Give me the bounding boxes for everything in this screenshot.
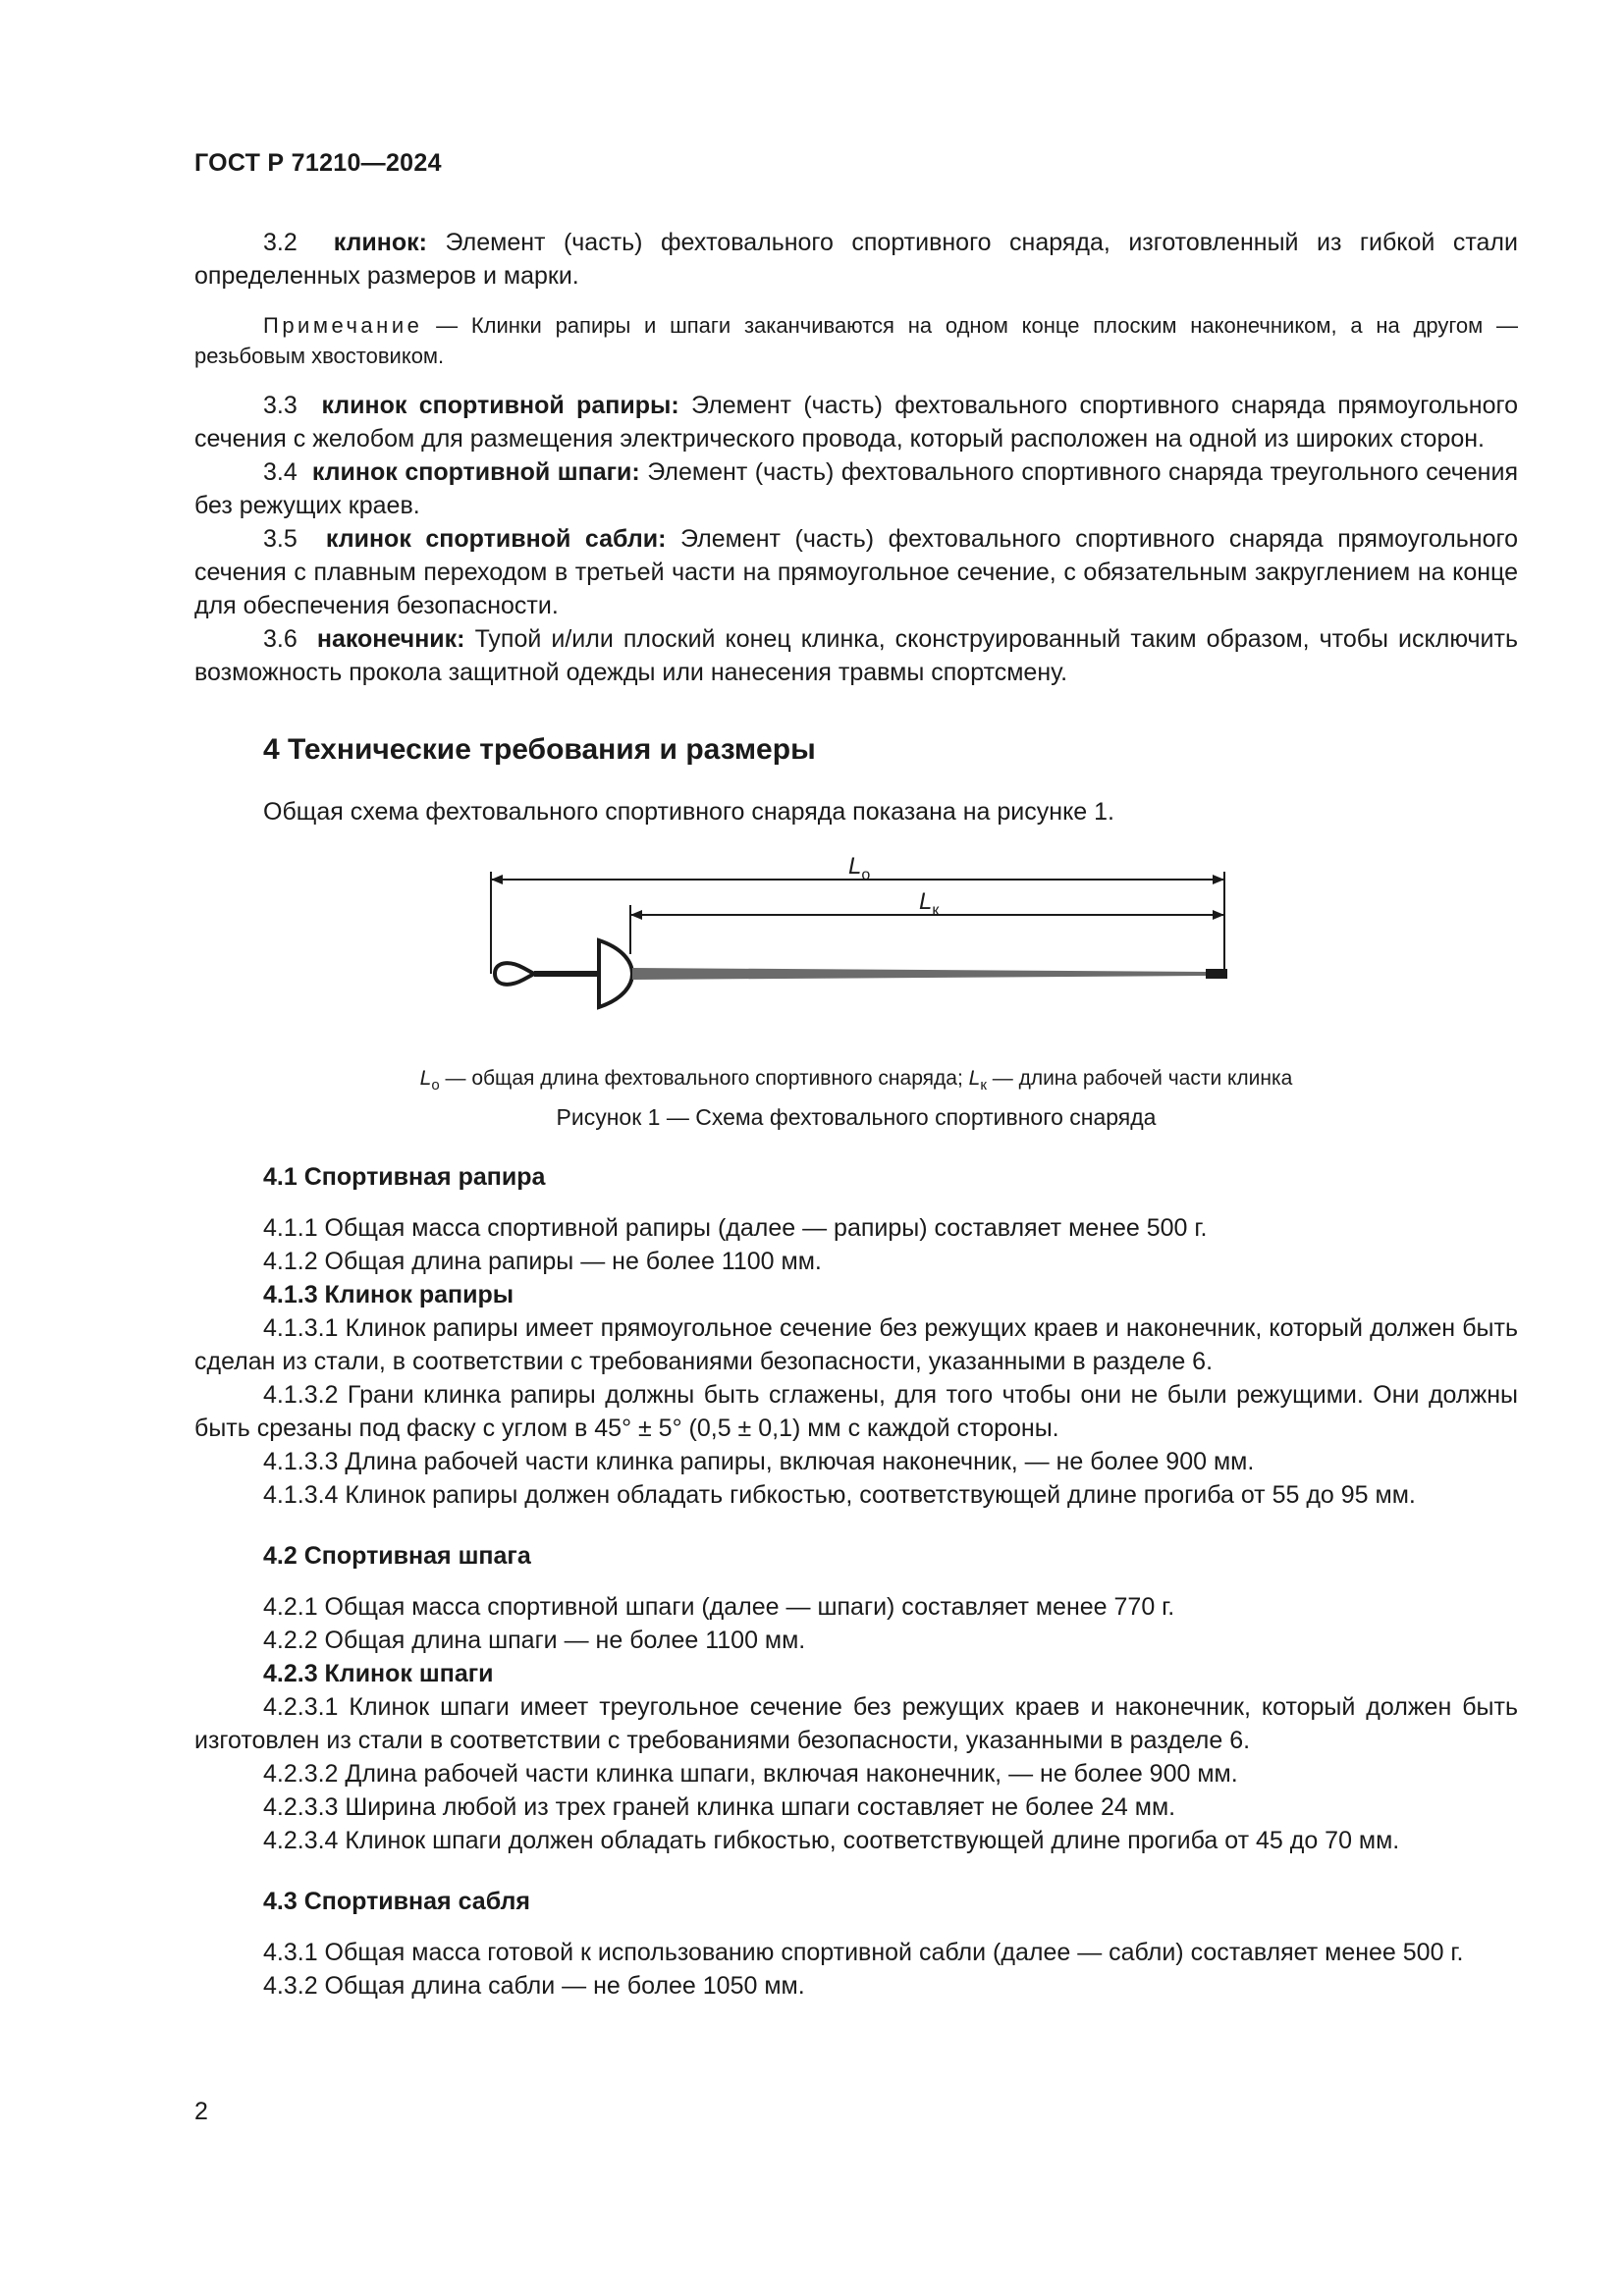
legend-lo-subscript: о [431, 1077, 440, 1094]
clause-term: клинок: [333, 229, 428, 256]
note-label: Примечание [263, 313, 423, 338]
lo-letter: L [848, 853, 862, 880]
clause-4-1-3-3: 4.1.3.3 Длина рабочей части клинка рапиры, включая наконечник, — не более 900 мм. [263, 1448, 1255, 1475]
guard [599, 940, 632, 1007]
clause-term: клинок спортивной шпаги: [311, 458, 640, 486]
note [194, 310, 1518, 371]
figure-1 [194, 846, 1518, 1064]
fencing-weapon-diagram [194, 846, 1518, 1064]
section-4-1-3-title: 4.1.3 Клинок рапиры [263, 1281, 514, 1308]
blade-tip [1206, 969, 1227, 979]
clause-number: 3.4 [263, 458, 298, 486]
clause-number: 3.6 [263, 625, 298, 653]
section-4-2-title: 4.2 Спортивная шпага [263, 1542, 531, 1570]
figure-legend: $L_о$ — общая длина фехтовального спортивного снаряда; $L_к$ — длина рабочей части клинка [419, 1067, 1293, 1094]
clause-4-1-1: 4.1.1 Общая масса спортивной рапиры (далее — рапиры) составляет менее 500 г. [263, 1214, 1208, 1242]
clause-4-3-1: 4.3.1 Общая масса готовой к использованию спортивной сабли (далее — сабли) составляет менее 500 г. [263, 1939, 1464, 1966]
lk-subscript: к [932, 902, 940, 919]
clause-text: Тупой и/или плоский конец клинка, сконструированный таким образом, чтобы исключить возможность прокола защитной одежды или нанесения травмы спортсмену. [194, 625, 1518, 686]
clause-term: наконечник: [316, 625, 465, 653]
lk-letter: L [919, 888, 933, 915]
clause-3-2 [194, 226, 1518, 293]
clause-4-2-3-3: 4.2.3.3 Ширина любой из трех граней клинка шпаги составляет не более 24 мм. [263, 1793, 1176, 1821]
clause-4-1-3-2: 4.1.3.2 Грани клинка рапиры должны быть сглажены, для того чтобы они не были режущими. Они должны быть срезаны под фаску с углом в 45° ± 5° (0,5 ± 0,1) мм с каждой стороны. [194, 1381, 1518, 1442]
clause-4-3-2: 4.3.2 Общая длина сабли — не более 1050 мм. [263, 1972, 805, 2000]
document-header: ГОСТ Р 71210—2024 [194, 149, 442, 177]
clause-text: Элемент (часть) фехтовального спортивного снаряда прямоугольного сечения с желобом для размещения электрического провода, который расположен на одной из широких сторон. [194, 392, 1518, 453]
clause-4-2-3-1: 4.2.3.1 Клинок шпаги имеет треугольное сечение без режущих краев и наконечник, который должен быть изготовлен из стали в соответствии с требованиями безопасности, указанными в разделе 6. [194, 1693, 1518, 1754]
section-4-title: 4 Технические требования и размеры [263, 733, 816, 766]
section-4-3-title: 4.3 Спортивная сабля [263, 1888, 530, 1915]
clause-4-1-3-1: 4.1.3.1 Клинок рапиры имеет прямоугольное сечение без режущих краев и наконечник, который должен быть сделан из стали, в соответствии с требованиями безопасности, указанными в разделе 6. [194, 1314, 1518, 1375]
legend-lo-text: — общая длина фехтовального спортивного снаряда; [445, 1067, 963, 1090]
lk-label [919, 888, 940, 919]
page-number: 2 [194, 2098, 208, 2125]
section-4-2-3-title: 4.2.3 Клинок шпаги [263, 1660, 494, 1687]
figure-caption: Рисунок 1 — Схема фехтовального спортивного снаряда [556, 1104, 1157, 1130]
clause-4-2-1: 4.2.1 Общая масса спортивной шпаги (далее — шпаги) составляет менее 770 г. [263, 1593, 1175, 1621]
clause-4-1-2: 4.1.2 Общая длина рапиры — не более 1100 мм. [263, 1248, 822, 1275]
clause-term: клинок спортивной рапиры: [321, 392, 679, 419]
clause-text: Элемент (часть) фехтовального спортивного снаряда треугольного сечения без режущих краев. [194, 458, 1518, 519]
clause-text: Элемент (часть) фехтовального спортивного снаряда, изготовленный из гибкой стали определенных размеров и марки. [194, 229, 1518, 290]
legend-lk-subscript: к [980, 1077, 987, 1094]
clause-3-4 [194, 455, 1518, 522]
clause-number: 3.2 [263, 229, 298, 256]
clause-text: Элемент (часть) фехтовального спортивного снаряда прямоугольного сечения с плавным переходом в третьей части на прямоугольное сечение, с обязательным закруглением на конце для обеспечения безопасности. [194, 525, 1518, 619]
clause-4-1-3-4: 4.1.3.4 Клинок рапиры должен обладать гибкостью, соответствующей длине прогиба от 55 до 95 мм. [263, 1481, 1416, 1509]
clause-4-2-2: 4.2.2 Общая длина шпаги — не более 1100 мм. [263, 1627, 806, 1654]
clause-3-3 [194, 389, 1518, 455]
clause-number: 3.5 [263, 525, 298, 553]
section-4-1-title: 4.1 Спортивная рапира [263, 1163, 546, 1191]
lo-subscript: о [861, 867, 871, 883]
clause-3-5 [194, 522, 1518, 622]
lo-label [848, 853, 870, 883]
section-4-intro: Общая схема фехтовального спортивного снаряда показана на рисунке 1. [263, 798, 1114, 826]
clause-4-2-3-4: 4.2.3.4 Клинок шпаги должен обладать гибкостью, соответствующей длине прогиба от 45 до 70 мм. [263, 1827, 1400, 1854]
blade [632, 968, 1206, 980]
legend-lk-text: — длина рабочей части клинка [992, 1067, 1293, 1090]
clause-4-2-3-2: 4.2.3.2 Длина рабочей части клинка шпаги, включая наконечник, — не более 900 мм. [263, 1760, 1238, 1788]
pommel-loop [495, 963, 534, 985]
document-body [194, 226, 1518, 2002]
note-text: — Клинки рапиры и шпаги заканчиваются на одном конце плоским наконечником, а на другом — резьбовым хвостовиком. [194, 313, 1518, 368]
clause-number: 3.3 [263, 392, 298, 419]
clause-term: клинок спортивной сабли: [325, 525, 667, 553]
clause-3-6 [194, 622, 1518, 689]
